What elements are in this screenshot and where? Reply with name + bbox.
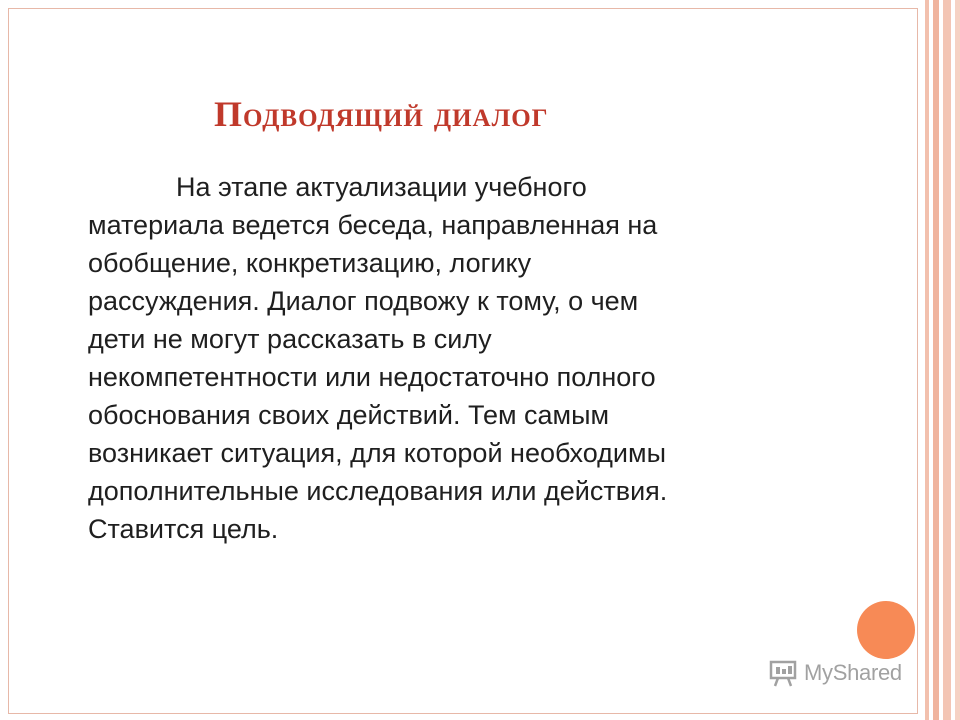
presentation-board-icon	[768, 658, 798, 688]
slide-title: Подводящий диалог	[214, 94, 549, 134]
stripe	[955, 0, 960, 720]
watermark-text: MyShared	[804, 660, 902, 685]
stripe	[933, 0, 939, 720]
decorative-stripes	[922, 0, 960, 720]
slide-body-text: На этапе актуализации учебного материала ведется беседа, направленная на обобщение, конкретизацию, логику рассуждения. Диалог подвожу к тому, о чем дети не могут рассказать в силу некомпетентности или недостаточно полного обоснования своих действий. Тем самым возникает ситуация, для которой необходимы дополнительные исследования или действия. Ставится цель.	[88, 172, 668, 544]
decorative-circle	[857, 601, 915, 659]
stripe	[943, 0, 951, 720]
watermark	[768, 658, 902, 688]
stripe	[925, 0, 929, 720]
